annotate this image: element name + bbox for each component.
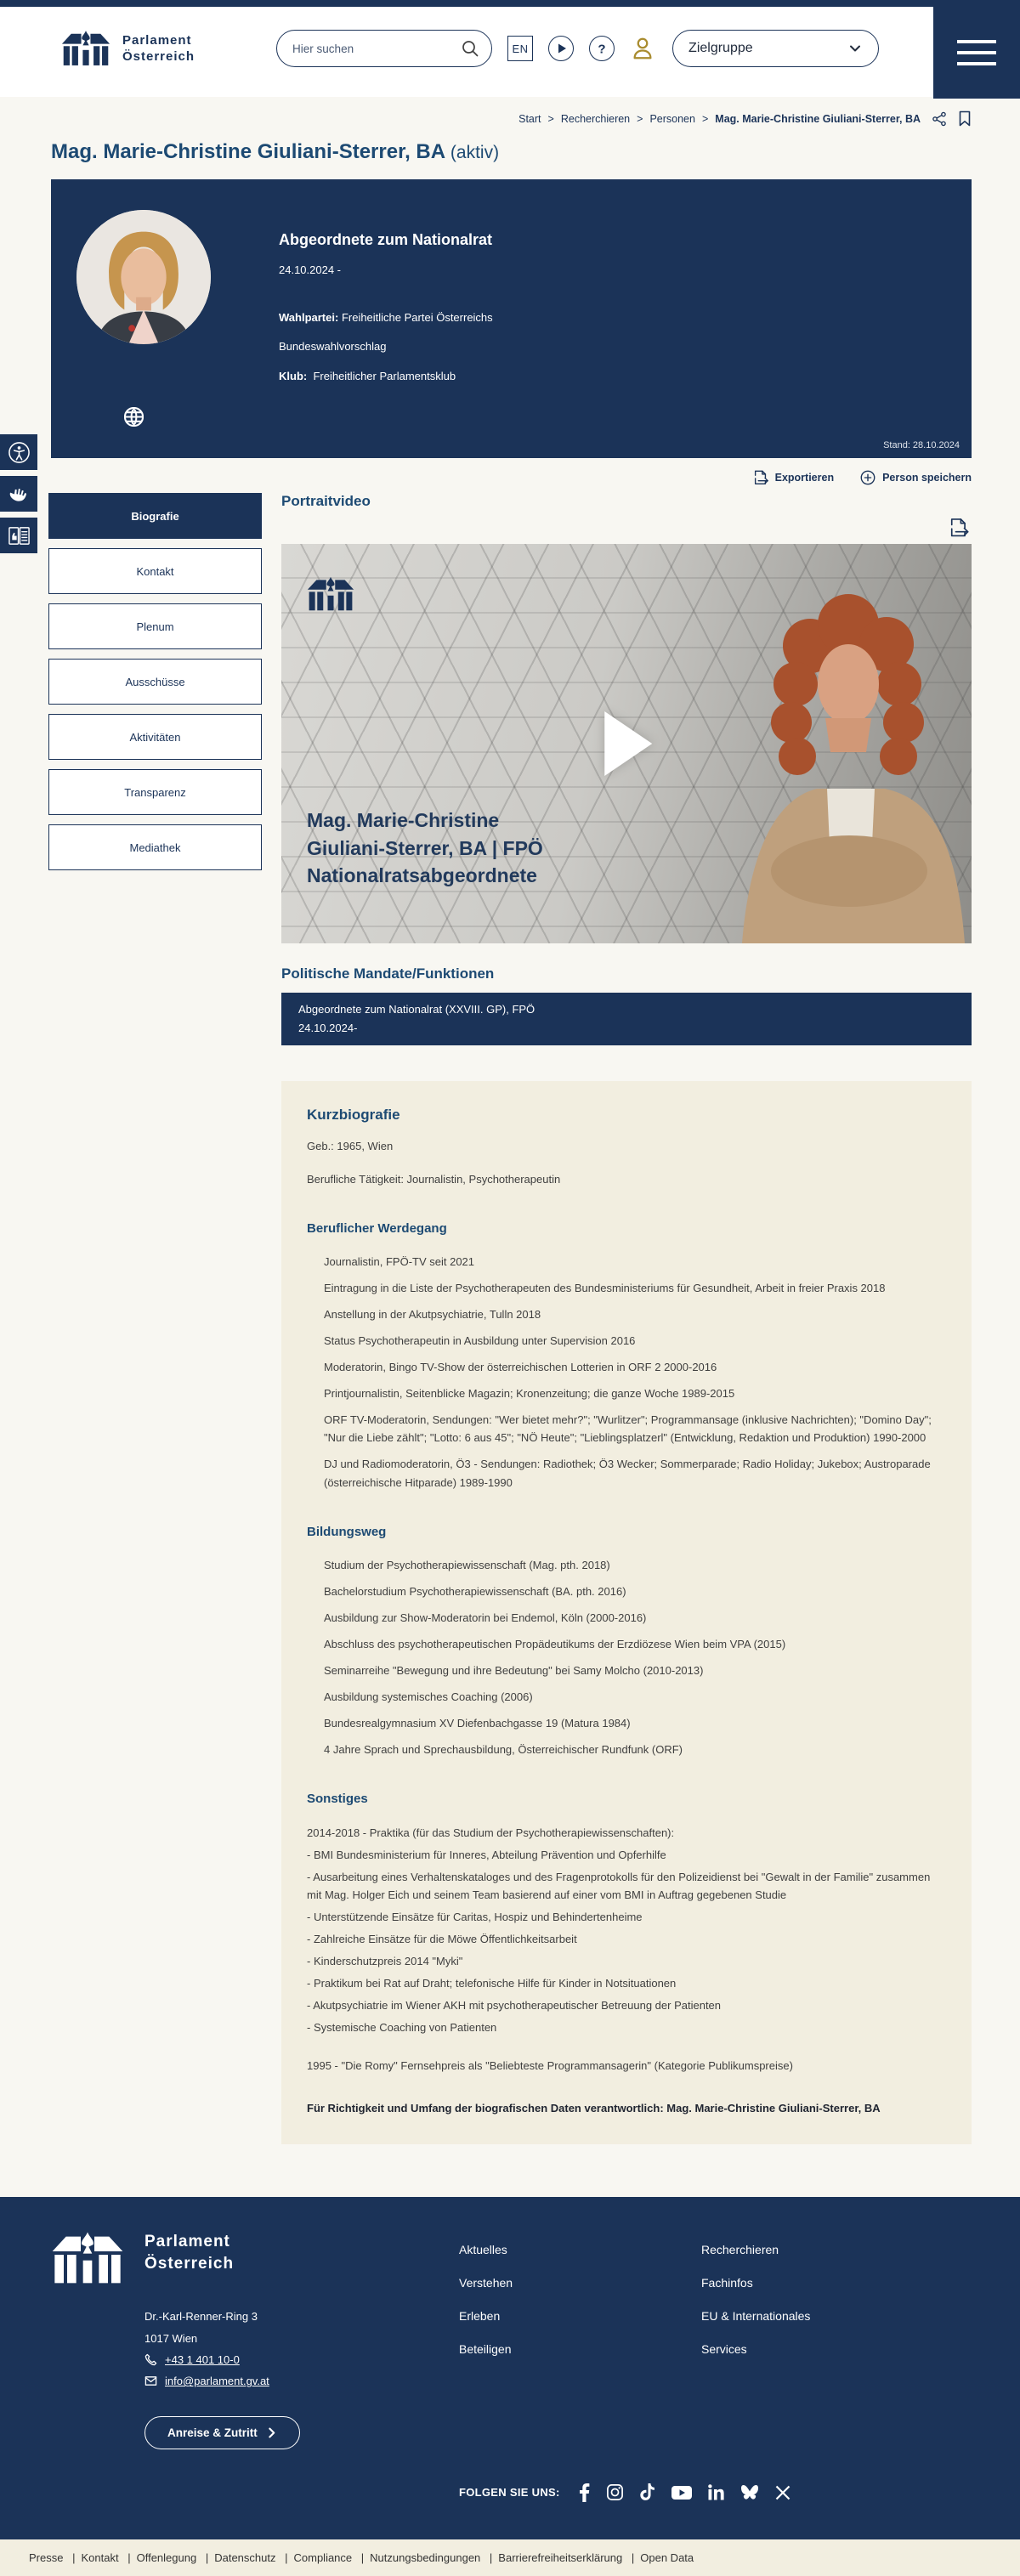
footer-nav-col2 [701, 2231, 969, 2449]
legal-link[interactable]: Open Data [640, 2551, 694, 2564]
sonstiges-line: 2014-2018 - Praktika (für das Studium der Psychotherapiewissenschaften): [307, 1826, 675, 1839]
portraitvideo-heading: Portraitvideo [281, 493, 371, 509]
footer-nav-link[interactable]: Recherchieren [701, 2243, 779, 2257]
footer-nav-link[interactable]: Fachinfos [701, 2276, 753, 2290]
page-title: Mag. Marie-Christine Giuliani-Sterrer, BA (aktiv) [51, 140, 500, 163]
person-hero-card [51, 179, 972, 458]
separator: | [128, 2551, 131, 2564]
legal-link[interactable]: Nutzungsbedingungen [370, 2551, 481, 2564]
award-line: 1995 - "Die Romy" Fernsehpreis als "Beliebteste Programmansagerin" (Kategorie Publikumspreise) [307, 2059, 793, 2073]
breadcrumb-separator: > [547, 112, 554, 125]
youtube-icon[interactable] [672, 2485, 692, 2500]
breadcrumb-separator: > [637, 112, 643, 125]
section-tabs [48, 493, 262, 880]
list-item: Abschluss des psychotherapeutischen Propädeutikums der Erzdiözese Wien beim VPA (2015) [324, 1638, 786, 1651]
social-icons [579, 2483, 790, 2502]
list-item: 4 Jahre Sprach und Sprechausbildung, Österreichischer Rundfunk (ORF) [324, 1743, 683, 1757]
facebook-icon[interactable] [579, 2483, 590, 2502]
sonstiges-line: - Unterstützende Einsätze für Caritas, Hospiz und Behindertenheime [307, 1910, 643, 1923]
video-play-button[interactable] [548, 36, 574, 61]
tiktok-icon[interactable] [640, 2483, 655, 2501]
top-strip [0, 0, 1020, 7]
accessibility-toolbar [0, 434, 37, 559]
search-input[interactable] [292, 42, 461, 55]
site-header [0, 7, 1020, 97]
breadcrumb-separator: > [701, 112, 709, 125]
list-item: Eintragung in die Liste der Psychotherapeuten des Bundesministeriums für Gesundheit, Arbeit in freier Praxis 2018 [324, 1282, 886, 1295]
sidebar-tab[interactable]: Biografie [48, 493, 262, 539]
hero-wahlpartei: Wahlpartei: Freiheitliche Partei Österreichs [279, 310, 493, 324]
sidebar-tab[interactable]: Transparenz [48, 769, 262, 815]
mandate-entry: Abgeordnete zum Nationalrat (XXVIII. GP), FPÖ 24.10.2024- [281, 993, 972, 1045]
list-item: Seminarreihe "Bewegung und ihre Bedeutung" bei Samy Molcho (2010-2013) [324, 1664, 704, 1678]
list-item: Anstellung in der Akutpsychiatrie, Tulln 2018 [324, 1308, 541, 1322]
video-caption: Mag. Marie-Christine Giuliani-Sterrer, BA | FPÖ Nationalratsabgeordnete [307, 809, 543, 886]
legal-link[interactable]: Barrierefreiheitserklärung [498, 2551, 623, 2564]
separator: | [360, 2551, 365, 2564]
anreise-zutritt-button[interactable]: Anreise & Zutritt [144, 2416, 300, 2449]
portrait-photo [76, 210, 211, 344]
site-footer [0, 2197, 1020, 2539]
video-export-icon[interactable] [281, 517, 970, 539]
list-item: Ausbildung zur Show-Moderatorin bei Endemol, Köln (2000-2016) [324, 1611, 647, 1624]
help-button[interactable] [589, 36, 615, 61]
responsibility-note: Für Richtigkeit und Umfang der biografischen Daten verantwortlich: Mag. Marie-Christine Giuliani-Sterrer, BA [307, 2102, 881, 2115]
chevron-right-icon [266, 2427, 277, 2438]
sonstiges-heading: Sonstiges [307, 1792, 368, 1807]
breadcrumb-current: Mag. Marie-Christine Giuliani-Sterrer, BA [715, 112, 921, 125]
separator: | [489, 2551, 493, 2564]
instagram-icon[interactable] [606, 2483, 624, 2501]
hero-bundeswahlvorschlag: Bundeswahlvorschlag [279, 340, 387, 353]
hero-role-title: Abgeordnete zum Nationalrat [279, 231, 493, 248]
status-badge: (aktiv) [450, 143, 500, 162]
footer-nav-link[interactable]: Verstehen [459, 2276, 513, 2290]
mandates-heading: Politische Mandate/Funktionen [281, 965, 495, 982]
linkedin-icon[interactable] [708, 2484, 724, 2500]
legal-link[interactable]: Presse [29, 2551, 64, 2564]
list-item: Bundesrealgymnasium XV Diefenbachgasse 19 (Matura 1984) [324, 1717, 631, 1730]
video-person-still [683, 544, 972, 943]
sidebar-tab[interactable]: Plenum [48, 603, 262, 649]
follow-label: FOLGEN SIE UNS: [459, 2486, 560, 2500]
legal-link[interactable]: Datenschutz [214, 2551, 276, 2564]
list-item: Journalistin, FPÖ-TV seit 2021 [324, 1255, 475, 1269]
search-icon[interactable] [461, 39, 479, 58]
list-item: Status Psychotherapeutin in Ausbildung unter Supervision 2016 [324, 1334, 636, 1348]
footer-nav-link[interactable]: Erleben [459, 2309, 501, 2324]
birth-info: Geb.: 1965, Wien [307, 1139, 394, 1152]
bookmark-icon[interactable] [958, 110, 972, 127]
footer-nav-col1 [459, 2231, 701, 2449]
x-icon[interactable] [775, 2485, 790, 2500]
accessibility-icon[interactable] [0, 434, 37, 470]
separator: | [205, 2551, 209, 2564]
portrait-video-player[interactable] [281, 544, 972, 943]
language-en-button[interactable]: EN [507, 36, 533, 61]
sidebar-tab[interactable]: Aktivitäten [48, 714, 262, 760]
parliament-logo-icon[interactable] [61, 30, 110, 67]
list-item: DJ und Radiomoderatorin, Ö3 - Sendungen: Radiothek; Ö3 Wecker; Sommerparade; Radio Holiday; Jukebox; Austroparade (österreichische Hitparade) 1989-1990 [324, 1458, 931, 1489]
list-item: Moderatorin, Bingo TV-Show der österreichischen Lotterien in ORF 2 2000-2016 [324, 1361, 717, 1374]
parliament-logo-icon [307, 576, 354, 612]
save-person-button[interactable]: Person speichern [859, 469, 972, 486]
list-item: Printjournalistin, Seitenblicke Magazin; Kronenzeitung; die ganze Woche 1989-2015 [324, 1387, 735, 1401]
footer-nav-link[interactable]: Services [701, 2342, 747, 2357]
search-box[interactable] [276, 30, 492, 67]
chevron-down-icon [847, 41, 863, 56]
envelope-icon [144, 2375, 157, 2387]
play-button[interactable] [604, 711, 652, 776]
werdegang-list [307, 1253, 946, 1491]
legal-link[interactable]: Compliance [293, 2551, 353, 2564]
export-document-icon [752, 469, 769, 486]
biography-box [281, 1081, 972, 2144]
follow-row [459, 2483, 969, 2502]
sonstiges-line: - Systemische Coaching von Patienten [307, 2020, 497, 2034]
bluesky-icon[interactable] [740, 2484, 759, 2500]
breadcrumb [51, 110, 972, 127]
sidebar-tab[interactable]: Ausschüsse [48, 659, 262, 705]
sonstiges-line: - Zahlreiche Einsätze für die Möwe Öffentlichkeitsarbeit [307, 1932, 577, 1945]
brand-wordmark[interactable]: Parlament Österreich [122, 32, 196, 64]
hero-klub: Klub: Freiheitlicher Parlamentsklub [279, 369, 456, 382]
breadcrumb-link[interactable]: Recherchieren [560, 112, 631, 125]
sonstiges-line: - BMI Bundesministerium für Inneres, Abteilung Prävention und Opferhilfe [307, 1848, 666, 1861]
sonstiges-line: - Ausarbeitung eines Verhaltenskataloges und des Fragenprotokolls für den Polizeidienst bei "Gewalt in der Familie" zusammen mit Mag. Holger Eich und seinem Team basierend auf einer vom BMI in Auftrag gegebenen Studie [307, 1870, 931, 1901]
legal-link[interactable]: Kontakt [81, 2551, 119, 2564]
parliament-logo-icon[interactable] [51, 2231, 124, 2285]
footer-email[interactable]: info@parlament.gv.at [144, 2370, 459, 2392]
action-row [0, 469, 972, 486]
person-add-icon [859, 469, 876, 486]
sidebar-tab[interactable]: Kontakt [48, 548, 262, 594]
footer-nav-link[interactable]: Aktuelles [459, 2243, 507, 2257]
svg-text:?: ? [598, 42, 606, 57]
mandates-list [281, 993, 972, 1045]
easy-language-icon[interactable] [0, 518, 37, 553]
share-icon[interactable] [932, 111, 947, 127]
separator: | [285, 2551, 288, 2564]
list-item: Bachelorstudium Psychotherapiewissenschaft (BA. pth. 2016) [324, 1584, 626, 1598]
footer-phone[interactable]: +43 1 401 10-0 [144, 2349, 459, 2370]
list-item: ORF TV-Moderatorin, Sendungen: "Wer bietet mehr?"; "Wurlitzer"; Programmansage (inklusive Nachrichten); "Domino Day"; "Nur die Liebe zählt"; "Lotto: 6 aus 45"; "NÖ Heute"; "Lieblingsplatzerl" (Entwicklung, Redaktion und Produktion) 1990-2000 [324, 1413, 932, 1445]
list-item: Ausbildung systemisches Coaching (2006) [324, 1690, 533, 1704]
breadcrumb-link[interactable]: Personen [649, 112, 695, 125]
sonstiges-block [307, 1824, 946, 2036]
phone-icon [144, 2353, 157, 2366]
sonstiges-line: - Praktikum bei Rat auf Draht; telefonische Hilfe für Kinder in Notsituationen [307, 1976, 677, 1990]
hero-date-range: 24.10.2024 - [279, 263, 342, 276]
legal-link[interactable]: Offenlegung [136, 2551, 197, 2564]
zielgruppe-dropdown[interactable]: Zielgruppe [672, 30, 879, 67]
legal-links-bar [0, 2539, 1020, 2576]
login-person-icon[interactable] [630, 36, 655, 61]
bildungsweg-heading: Bildungsweg [307, 1524, 387, 1539]
sidebar-tab[interactable]: Mediathek [48, 824, 262, 870]
sign-language-icon[interactable] [0, 476, 37, 512]
sonstiges-line: - Akutpsychiatrie im Wiener AKH mit psychotherapeutischer Betreuung der Patienten [307, 1998, 722, 2012]
menu-burger-button[interactable] [933, 7, 1020, 99]
profession-info: Berufliche Tätigkeit: Journalistin, Psychotherapeutin [307, 1172, 561, 1186]
globe-website-icon[interactable] [124, 407, 144, 427]
export-button[interactable]: Exportieren [752, 469, 834, 486]
breadcrumb-link[interactable]: Start [518, 112, 541, 125]
stand-date: Stand: 28.10.2024 [883, 440, 960, 450]
separator: | [631, 2551, 635, 2564]
biography-title: Kurzbiografie [307, 1107, 400, 1124]
footer-brand-wordmark: Parlament Österreich [144, 2233, 235, 2273]
footer-nav-link[interactable]: EU & Internationales [701, 2309, 811, 2324]
footer-address: Dr.-Karl-Renner-Ring 3 1017 Wien +43 1 401 10-0 info@parlament.gv.at [144, 2306, 459, 2392]
list-item: Studium der Psychotherapiewissenschaft (Mag. pth. 2018) [324, 1558, 610, 1571]
sonstiges-line: - Kinderschutzpreis 2014 "Myki" [307, 1954, 463, 1967]
separator: | [72, 2551, 76, 2564]
werdegang-heading: Beruflicher Werdegang [307, 1220, 447, 1236]
footer-nav-link[interactable]: Beteiligen [459, 2342, 512, 2357]
bildungsweg-list [307, 1556, 946, 1758]
